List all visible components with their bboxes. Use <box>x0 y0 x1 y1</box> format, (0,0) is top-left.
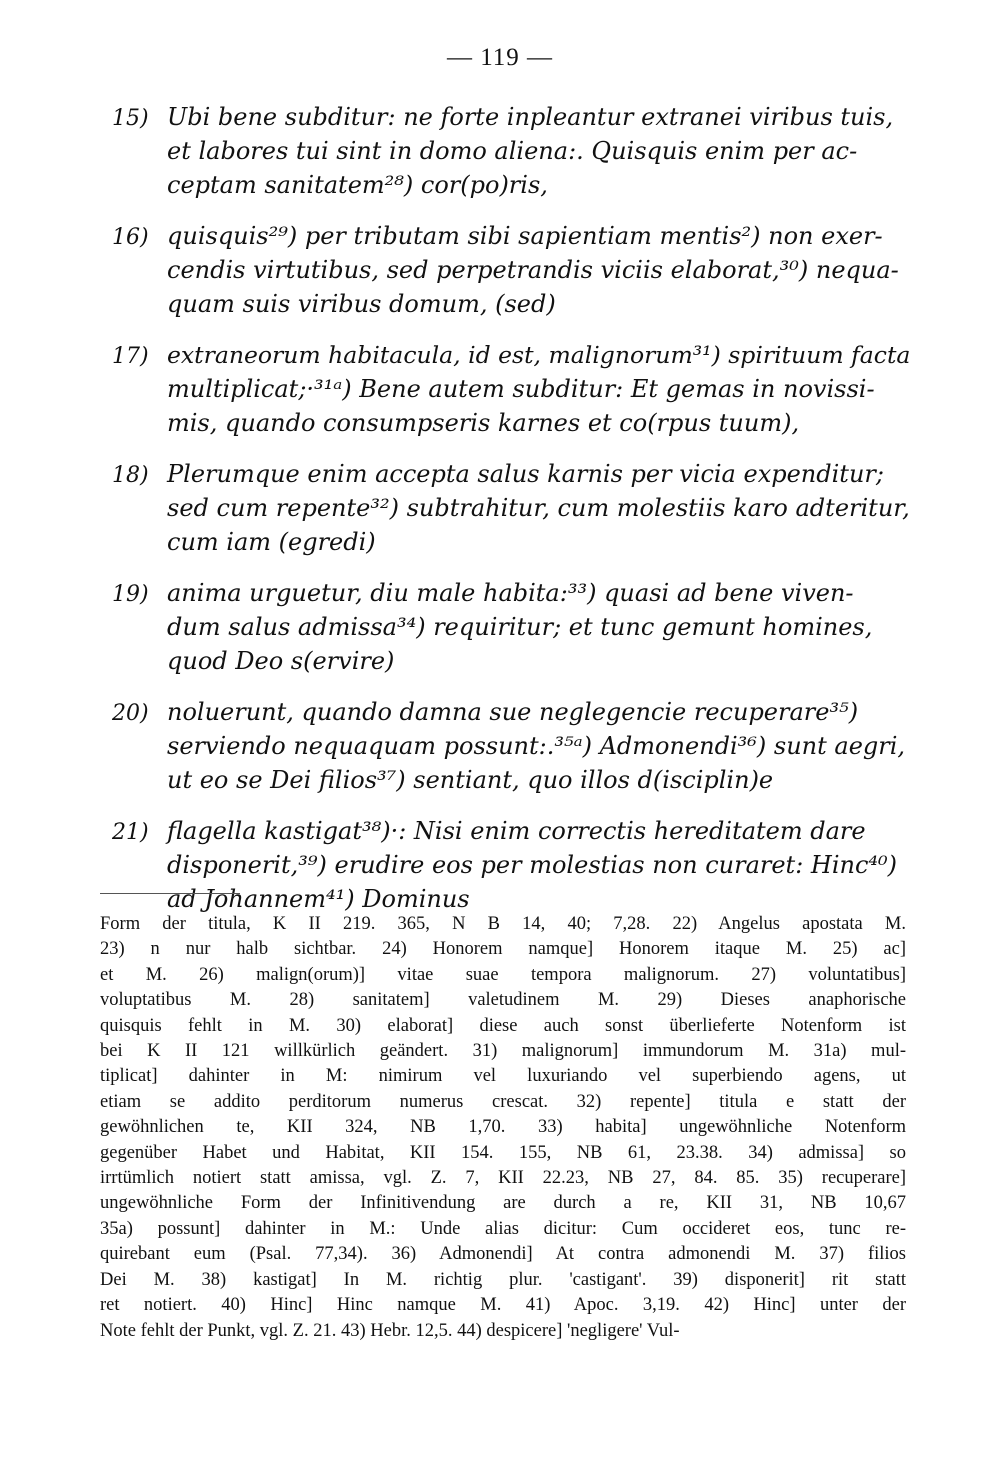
verse-number: 21) <box>112 820 149 845</box>
verse-line: quam suis viribus domum, (sed) <box>167 290 556 318</box>
verse-line: Ubi bene subditur: ne forte inpleantur extranei viribus tuis, <box>167 103 894 131</box>
verse-line: disponerit,³⁹) erudire eos per molestias non curaret: Hinc⁴⁰) <box>167 851 898 879</box>
verse-line: et labores tui sint in domo aliena:. Quisquis enim per ac- <box>167 137 858 165</box>
footnote-line: ret notiert. 40) Hinc] Hinc namque M. 41) Apoc. 3,19. 42) Hinc] unter der <box>100 1295 906 1316</box>
verse-16 <box>112 219 917 321</box>
verse-line: ut eo se Dei filios³⁷) sentiant, quo illos d(isciplin)e <box>167 766 774 794</box>
verse-number: 15) <box>112 106 149 131</box>
verse-line: ceptam sanitatem²⁸) cor(po)ris, <box>167 171 548 199</box>
verse-number: 18) <box>112 463 149 488</box>
verse-number: 16) <box>112 225 149 250</box>
footnote-line: etiam se addito perditorum numerus crescat. 32) repente] titula e statt der <box>100 1091 906 1112</box>
verse-line: quod Deo s(ervire) <box>167 647 395 675</box>
footnotes <box>100 912 906 1344</box>
page-number: — 119 — <box>446 44 554 71</box>
footnote-line: Form der titula, K II 219. 365, N B 14, 40; 7,28. 22) Angelus apostata M. <box>100 914 906 934</box>
footnote-line: bei K II 121 willkürlich geändert. 31) malignorum] immundorum M. 31a) mul- <box>100 1041 906 1062</box>
verse-line: ad Johannem⁴¹) Dominus <box>167 885 470 913</box>
verse-line: dum salus admissa³⁴) requiritur; et tunc gemunt homines, <box>167 613 873 641</box>
verse-line: quisquis²⁹) per tributam sibi sapientiam mentis²) non exer- <box>167 222 883 250</box>
verse-number: 19) <box>112 582 149 607</box>
verse-line: flagella kastigat³⁸)·: Nisi enim correctis hereditatem dare <box>167 817 866 845</box>
verse-line: noluerunt, quando damna sue neglegencie recuperare³⁵) <box>167 698 859 726</box>
verse-20 <box>112 695 917 797</box>
footnote-divider <box>100 893 240 894</box>
footnote-line: 35a) possunt] dahinter in M.: Unde alias dicitur: Cum occideret eos, tunc re- <box>100 1218 906 1239</box>
verse-21 <box>112 814 917 916</box>
footnote-line: Note fehlt der Punkt, vgl. Z. 21. 43) Hebr. 12,5. 44) despicere] 'negligere' Vul- <box>100 1320 680 1341</box>
footnote-line: quirebant eum (Psal. 77,34). 36) Admonendi] At contra admonendi M. 37) filios <box>100 1244 906 1265</box>
verse-line: anima urguetur, diu male habita:³³) quasi ad bene viven- <box>167 579 854 607</box>
footnote-line: tiplicat] dahinter in M: nimirum vel luxuriando vel superbiendo agens, ut <box>100 1066 906 1087</box>
verse-number: 20) <box>112 701 149 726</box>
footnote-line: 23) n nur halb sichtbar. 24) Honorem namque] Honorem itaque M. 25) ac] <box>100 939 906 960</box>
verse-number: 17) <box>112 344 149 369</box>
verse-line: Plerumque enim accepta salus karnis per vicia expenditur; <box>167 460 884 488</box>
verse-15 <box>112 100 917 202</box>
verse-line: cum iam (egredi) <box>167 528 376 556</box>
verse-line: serviendo nequaquam possunt:.³⁵ᵃ) Admonendi³⁶) sunt aegri, <box>167 732 906 760</box>
main-text <box>112 100 917 933</box>
verse-line: extraneorum habitacula, id est, malignorum³¹) spirituum facta <box>167 341 911 369</box>
footnote-line: Dei M. 38) kastigat] In M. richtig plur. 'castigant'. 39) disponerit] rit statt <box>100 1269 906 1290</box>
footnote-line: irrtümlich notiert statt amissa, vgl. Z. 7, KII 22.23, NB 27, 84. 85. 35) recuperare] <box>100 1168 906 1189</box>
verse-line: cendis virtutibus, sed perpetrandis viciis elaborat,³⁰) nequa- <box>167 256 899 284</box>
footnote-line: ungewöhnliche Form der Infinitivendung are durch a re, KII 31, NB 10,67 <box>100 1193 906 1214</box>
footnote-line: gegenüber Habet und Habitat, KII 154. 155, NB 61, 23.38. 34) admissa] so <box>100 1142 906 1163</box>
verse-line: sed cum repente³²) subtrahitur, cum molestiis karo adteritur, <box>167 494 910 522</box>
verse-18 <box>112 457 917 559</box>
footnote-line: quisquis fehlt in M. 30) elaborat] diese auch sonst überlieferte Notenform ist <box>100 1015 906 1036</box>
verse-19 <box>112 576 917 678</box>
footnote-line: et M. 26) malign(orum)] vitae suae tempora malignorum. 27) voluntatibus] <box>100 964 906 985</box>
footnote-line: voluptatibus M. 28) sanitatem] valetudinem M. 29) Dieses anaphorische <box>100 990 906 1011</box>
verse-17 <box>112 338 917 440</box>
verse-line: mis, quando consumpseris karnes et co(rpus tuum), <box>167 409 800 437</box>
footnote-line: gewöhnlichen te, KII 324, NB 1,70. 33) habita] ungewöhnliche Notenform <box>100 1117 906 1138</box>
verse-line: multiplicat;·³¹ᵃ) Bene autem subditur: Et gemas in novissi- <box>167 375 875 403</box>
